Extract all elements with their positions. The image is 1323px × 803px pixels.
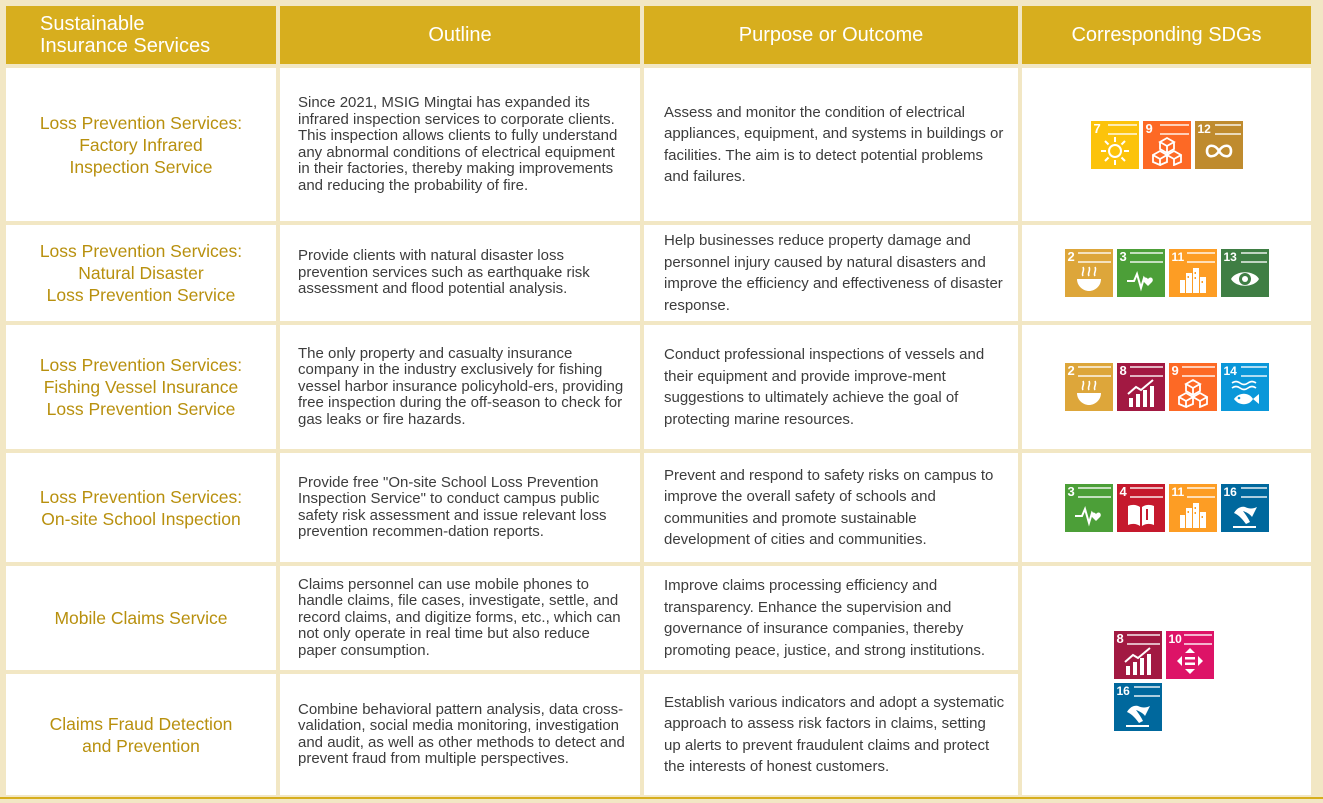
- sdg-10-icon: 10: [1166, 631, 1214, 679]
- sdg-icon-group: [1091, 121, 1243, 169]
- row-1-service: Loss Prevention Services: Factory Infrared Inspection Service: [6, 68, 276, 221]
- row-2-outline: Provide clients with natural disaster loss prevention services such as earthquake risk assessment and flood potential analysis.: [280, 225, 640, 321]
- sdg-7-icon: 7: [1091, 121, 1139, 169]
- row-1-sdgs: [1022, 68, 1311, 221]
- sdg-9-icon: 9: [1169, 363, 1217, 411]
- row-2-service: Loss Prevention Services: Natural Disaster Loss Prevention Service: [6, 225, 276, 321]
- row-4-outline: Provide free "On-site School Loss Prevention Inspection Service" to conduct campus public safety risk assessment and issue relevant loss prevention recommen-dation reports.: [280, 453, 640, 562]
- sdg-9-icon: 9: [1143, 121, 1191, 169]
- heartbeat-icon: [1074, 499, 1104, 529]
- row-1-purpose: Assess and monitor the condition of electrical appliances, equipment, and systems in buildings or facilities. The aim is to detect potential problems and failures.: [644, 68, 1018, 221]
- sdg-icon-group: [1114, 631, 1220, 731]
- city-icon: [1178, 499, 1208, 529]
- row-2-sdgs: [1022, 225, 1311, 321]
- row-4-sdgs: [1022, 453, 1311, 562]
- row-3-service: Loss Prevention Services: Fishing Vessel Insurance Loss Prevention Service: [6, 325, 276, 449]
- sdg-4-icon: 4: [1117, 484, 1165, 532]
- header-service: Sustainable Insurance Services: [6, 6, 276, 64]
- row-6-service: Claims Fraud Detection and Prevention: [6, 674, 276, 795]
- dove-icon: [1123, 698, 1153, 728]
- sdg-13-icon: 13: [1221, 249, 1269, 297]
- row-1-outline: Since 2021, MSIG Mingtai has expanded its infrared inspection services to corporate clients. This inspection allows clients to fully understand any abnormal conditions of electrical equipment in their factories, thereby making improvements and reducing the probability of fire.: [280, 68, 640, 221]
- row-3-outline: The only property and casualty insurance company in the industry exclusively for fishing vessel harbor insurance policyhold-ers, providing free inspection during the off-season to check for gas leaks or fire hazards.: [280, 325, 640, 449]
- growth-chart-icon: [1126, 378, 1156, 408]
- sdg-icon-group: [1065, 249, 1269, 297]
- sdg-icon-group: [1065, 363, 1269, 411]
- sdg-8-icon: 8: [1114, 631, 1162, 679]
- sun-icon: [1100, 136, 1130, 166]
- equality-icon: [1175, 646, 1205, 676]
- row-6-outline: Combine behavioral pattern analysis, data cross-validation, social media monitoring, investigation and audit, as well as other methods to detect and prevent fraud from multiple perspectives.: [280, 674, 640, 795]
- heartbeat-icon: [1126, 264, 1156, 294]
- sdg-3-icon: 3: [1117, 249, 1165, 297]
- sdg-14-icon: 14: [1221, 363, 1269, 411]
- sdg-11-icon: 11: [1169, 484, 1217, 532]
- bowl-icon: [1074, 378, 1104, 408]
- sdg-16-icon: 16: [1114, 683, 1162, 731]
- sdg-8-icon: 8: [1117, 363, 1165, 411]
- row-2-purpose: Help businesses reduce property damage and personnel injury caused by natural disasters and improve the efficiency and effectiveness of disaster response.: [644, 225, 1018, 321]
- header-outline: Outline: [280, 6, 640, 64]
- row-4-purpose: Prevent and respond to safety risks on campus to improve the overall safety of schools and communities and promote sustainable development of cities and communities.: [644, 453, 1018, 562]
- cubes-icon: [1178, 378, 1208, 408]
- row-5-purpose: Improve claims processing efficiency and transparency. Enhance the supervision and governance of insurance companies, thereby promoting peace, justice, and strong institutions.: [644, 566, 1018, 670]
- city-icon: [1178, 264, 1208, 294]
- bottom-divider: [0, 797, 1323, 799]
- row-5-service: Mobile Claims Service: [6, 566, 276, 670]
- book-icon: [1126, 499, 1156, 529]
- growth-chart-icon: [1123, 646, 1153, 676]
- sdg-2-icon: 2: [1065, 363, 1113, 411]
- infinity-icon: [1204, 136, 1234, 166]
- header-sdgs: Corresponding SDGs: [1022, 6, 1311, 64]
- sdg-11-icon: 11: [1169, 249, 1217, 297]
- row-5-outline: Claims personnel can use mobile phones to handle claims, file cases, investigate, settle, and record claims, and digitize forms, etc., which can not only operate in real time but also reduce paper consumption.: [280, 566, 640, 670]
- sdg-16-icon: 16: [1221, 484, 1269, 532]
- row-4-service: Loss Prevention Services: On-site School Inspection: [6, 453, 276, 562]
- header-purpose: Purpose or Outcome: [644, 6, 1018, 64]
- rows-5-6-sdgs: [1022, 566, 1311, 795]
- row-3-sdgs: [1022, 325, 1311, 449]
- sdg-3-icon: 3: [1065, 484, 1113, 532]
- sdg-2-icon: 2: [1065, 249, 1113, 297]
- cubes-icon: [1152, 136, 1182, 166]
- row-3-purpose: Conduct professional inspections of vessels and their equipment and provide improve-ment suggestions to ultimately achieve the goal of protecting marine resources.: [644, 325, 1018, 449]
- eye-globe-icon: [1230, 264, 1260, 294]
- sdg-12-icon: 12: [1195, 121, 1243, 169]
- fish-icon: [1230, 378, 1260, 408]
- sdg-icon-group: [1065, 484, 1269, 532]
- row-6-purpose: Establish various indicators and adopt a systematic approach to assess risk factors in claims, setting up alerts to prevent fraudulent claims and protect the interests of honest customers.: [644, 674, 1018, 795]
- dove-icon: [1230, 499, 1260, 529]
- bowl-icon: [1074, 264, 1104, 294]
